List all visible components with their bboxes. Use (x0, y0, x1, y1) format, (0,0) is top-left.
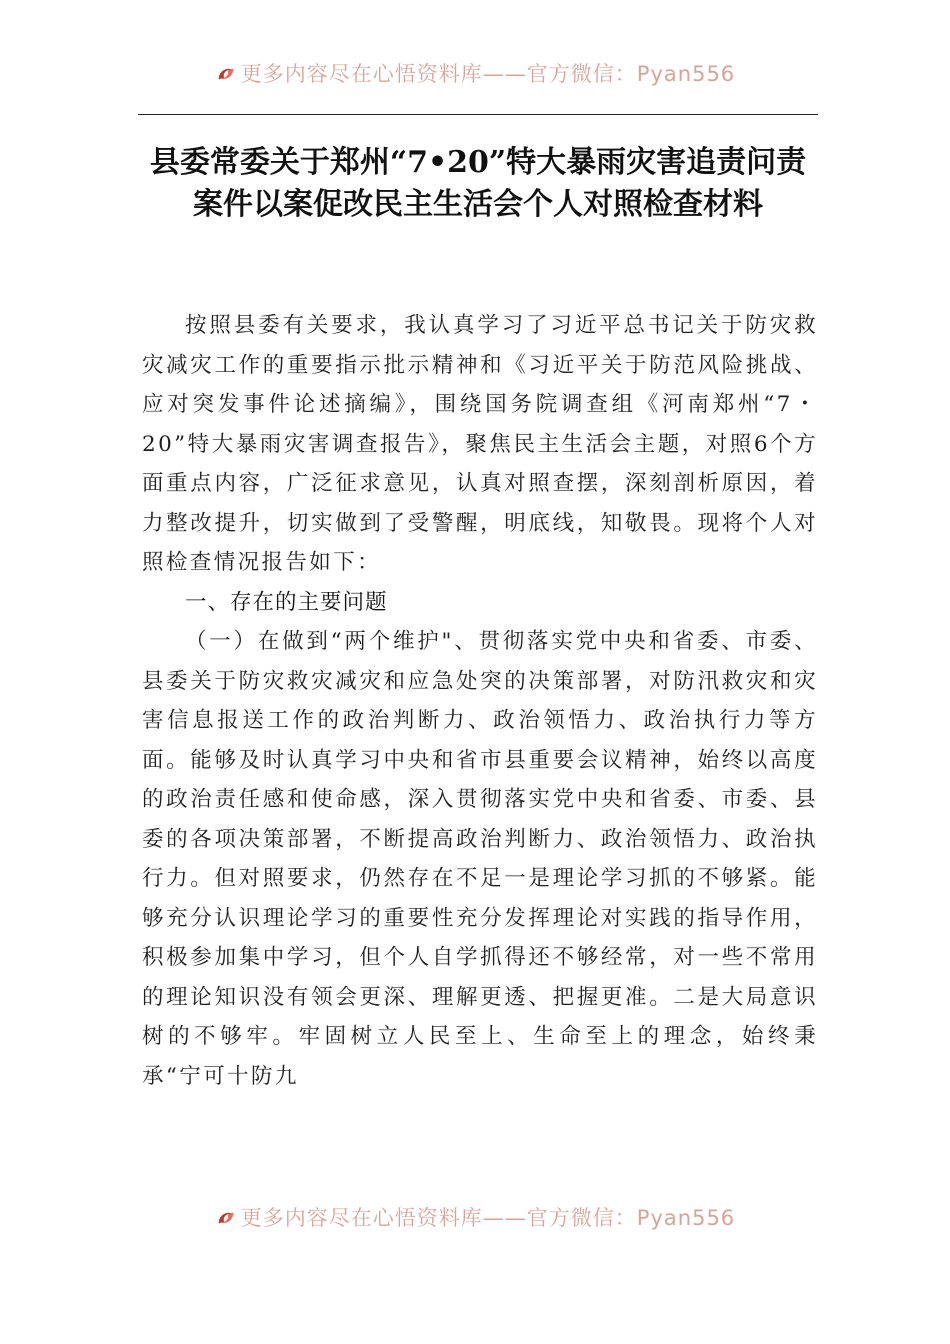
document-title: 县委常委关于郑州“7•20”特大暴雨灾害追责问责案件以案促改民主生活会个人对照检查材料 (149, 145, 807, 222)
watermark-text: 更多内容尽在心悟资料库——官方微信：Pyan556 (240, 1206, 736, 1230)
footer-watermark (0, 1202, 950, 1232)
watermark-text: 更多内容尽在心悟资料库——官方微信：Pyan556 (240, 62, 736, 86)
document-body (142, 306, 818, 1096)
intro-paragraph: 按照县委有关要求，我认真学习了习近平总书记关于防灾救灾减灾工作的重要指示批示精神和《习近平关于防范风险挑战、应对突发事件论述摘编》，围绕国务院调查组《河南郑州“7・20”特大暴雨灾害调查报告》，聚焦民主生活会主题，对照6个方面重点内容，广泛征求意见，认真对照查摆，深刻剖析原因，着力整改提升，切实做到了受警醒，明底线，知敬畏。现将个人对照检查情况报告如下： (142, 313, 818, 575)
red-swirl-logo-icon (215, 1207, 237, 1229)
body-paragraph: （一）在做到“两个维护"、贯彻落实党中央和省委、市委、县委关于防灾救灾减灾和应急处突的决策部署，对防汛救灾和灾害信息报送工作的政治判断力、政治领悟力、政治执行力等方面。能够及时认真学习中央和省市县重要会议精神，始终以高度的政治责任感和使命感，深入贯彻落实党中央和省委、市委、县委的各项决策部署，不断提高政治判断力、政治领悟力、政治执行力。但对照要求，仍然存在不足一是理论学习抓的不够紧。能够充分认识理论学习的重要性充分发挥理论对实践的指导作用，积极参加集中学习，但个人自学抓得还不够经常，对一些不常用的理论知识没有领会更深、理解更透、把握更准。二是大局意识树的不够牢。牢固树立人民至上、生命至上的理念，始终秉承“宁可十防九 (142, 629, 818, 1089)
section-heading: 一、存在的主要问题 (185, 589, 388, 615)
